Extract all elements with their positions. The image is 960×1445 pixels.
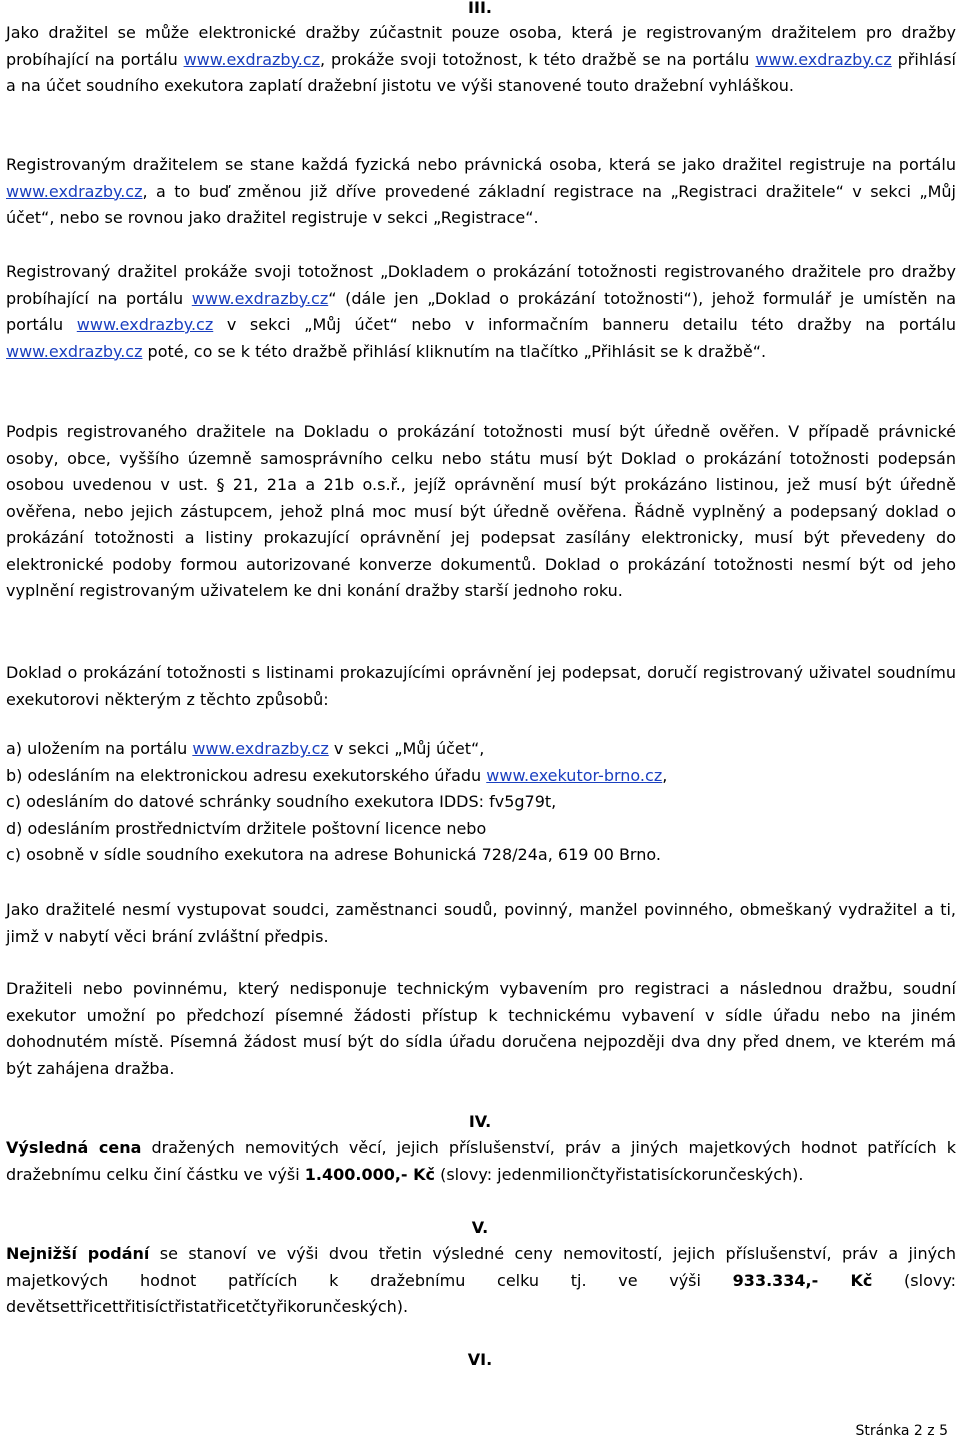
exdrazby-link-7[interactable]: www.exdrazby.cz (192, 739, 329, 758)
p9-text-2: (slovy: devětsettřicettřitisíctřistatřicetčtyřikorunčeských). (6, 1270, 957, 1316)
exdrazby-link-2[interactable]: www.exdrazby.cz (755, 49, 892, 69)
delivery-methods-list (6, 736, 956, 869)
p9-bold-1: Nejnižší podání (6, 1244, 150, 1263)
paragraph-signature (6, 419, 956, 605)
list-e-text: c) osobně v sídle soudního exekutora na adrese Bohunická 728/24a, 619 00 Brno. (6, 845, 661, 864)
p4-text: Podpis registrovaného dražitele na Dokladu o prokázání totožnosti musí být úředně ověřen. V případě právnické osoby, obce, vyššího územně samosprávního celku nebo státu musí být Doklad o prokázání totožnosti podepsán osobou uvedenou v ust. § 21, 21a a 21b o.s.ř., jejíž oprávnění musí být prokázáno listinou, jež musí být úředně ověřena, nebo jejich zástupcem, jehož plná moc musí být úředně ověřena. Řádně vyplněný a podepsaný doklad o prokázání totožnosti a listiny prokazující oprávnění jej podepsat zasílány elektronicky, musí být převedeny do elektronické podoby formou autorizované konverze dokumentů. Doklad o prokázání totožnosti nesmí být od jeho vyplnění registrovaným uživatelem ke dni konání dražby starší jednoho roku. (6, 422, 956, 600)
paragraph-lowest-bid (6, 1241, 956, 1321)
list-b-text-2: , (662, 765, 668, 785)
list-a-text-2: v sekci „Můj účet“, (328, 739, 485, 758)
p3-text-3: v sekci „Můj účet“ nebo v informačním banneru detailu této dražby na portálu (213, 315, 956, 334)
exdrazby-link-5[interactable]: www.exdrazby.cz (76, 315, 214, 334)
exdrazby-link-4[interactable]: www.exdrazby.cz (191, 288, 329, 308)
paragraph-identity-proof (6, 259, 956, 365)
paragraph-registered-bidder (6, 152, 956, 232)
p8-text-2: (slovy: jedenmiliončtyřistatisíckorunčeských). (435, 1164, 804, 1184)
p9-text-1: se stanoví ve výši dvou třetin výsledné ceny nemovitostí, jejich příslušenství, práv a jiných majetkových hodnot patřících k dražebnímu celku tj. ve výši (6, 1244, 956, 1290)
p8-bold-2: 1.400.000,- Kč (304, 1164, 436, 1184)
exekutor-brno-link[interactable]: www.exekutor-brno.cz (486, 765, 663, 785)
p1-text-3: přihlásí a na účet soudního exekutora zaplatí dražební jistotu ve výši stanovené touto dražební vyhláškou. (6, 49, 956, 95)
exdrazby-link-6[interactable]: www.exdrazby.cz (6, 341, 143, 361)
paragraph-resulting-price (6, 1135, 956, 1188)
list-b-text-1: b) odesláním na elektronickou adresu exekutorského úřadu (6, 765, 487, 785)
paragraph-delivery-methods (6, 660, 956, 713)
p3-text-1: Registrovaný dražitel prokáže svoji totožnost „Dokladem o prokázání totožnosti registrovaného dražitele pro dražby probíhající na portálu (6, 262, 956, 308)
paragraph-excluded-bidders (6, 897, 956, 950)
p6-text: Jako dražitelé nesmí vystupovat soudci, zaměstnanci soudů, povinný, manžel povinného, obmeškaný vydražitel a ti, jimž v nabytí věci brání zvláštní předpis. (6, 900, 956, 946)
list-c-text: c) odesláním do datové schránky soudního exekutora IDDS: fv5g79t, (6, 792, 557, 811)
section-heading-vi: VI. (467, 1350, 493, 1369)
p2-text-1: Registrovaným dražitelem se stane každá fyzická nebo právnická osoba, která se jako dražitel registruje na portálu (6, 155, 956, 174)
p2-text-2: , a to buď změnou již dříve provedené základní registrace na „Registraci dražitele“ v sekci „Můj účet“, nebo se rovnou jako dražitel registruje v sekci „Registrace“. (6, 181, 956, 227)
list-d-text: d) odesláním prostřednictvím držitele poštovní licence nebo (6, 818, 487, 838)
p3-text-4: poté, co se k této dražbě přihlásí kliknutím na tlačítko „Přihlásit se k dražbě“. (142, 341, 767, 361)
exdrazby-link-1[interactable]: www.exdrazby.cz (183, 49, 321, 69)
p1-text-2: , prokáže svoji totožnost, k této dražbě se na portálu (320, 49, 756, 69)
section-heading-iv: IV. (468, 1112, 492, 1131)
section-heading-iii: III. (468, 0, 492, 17)
p3-text-2: “ (dále jen „Doklad o prokázání totožnosti“), jehož formulář je umístěn na portálu (6, 288, 956, 334)
page-number: Stránka 2 z 5 (855, 1423, 948, 1439)
list-a-text-1: a) uložením na portálu (6, 739, 193, 758)
p5-text: Doklad o prokázání totožnosti s listinami prokazujícími oprávnění jej podepsat, doručí registrovaný uživatel soudnímu exekutorovi některým z těchto způsobů: (6, 663, 956, 709)
paragraph-technical-access (6, 976, 956, 1082)
p7-text: Dražiteli nebo povinnému, který nedisponuje technickým vybavením pro registraci a následnou dražbu, soudní exekutor umožní po předchozí písemné žádosti přístup k technickému vybavení v sídle úřadu nebo na jiném dohodnutém místě. Písemná žádost musí být do sídla úřadu doručena nejpozději dva dny před dnem, ve kterém má být zahájena dražba. (6, 979, 956, 1078)
p1-text-1: Jako dražitel se může elektronické dražby zúčastnit pouze osoba, která je registrovaným dražitelem pro dražby probíhající na portálu (6, 23, 956, 69)
p8-text-1: dražených nemovitých věcí, jejich příslušenství, práv a jiných majetkových hodnot patřících k dražebnímu celku činí částku ve výši (6, 1138, 957, 1184)
p8-bold-1: Výsledná cena (6, 1138, 142, 1157)
p9-bold-2: 933.334,- Kč (732, 1270, 873, 1290)
paragraph-registration-intro (6, 20, 956, 100)
exdrazby-link-3[interactable]: www.exdrazby.cz (6, 181, 143, 201)
section-heading-v: V. (471, 1218, 489, 1237)
